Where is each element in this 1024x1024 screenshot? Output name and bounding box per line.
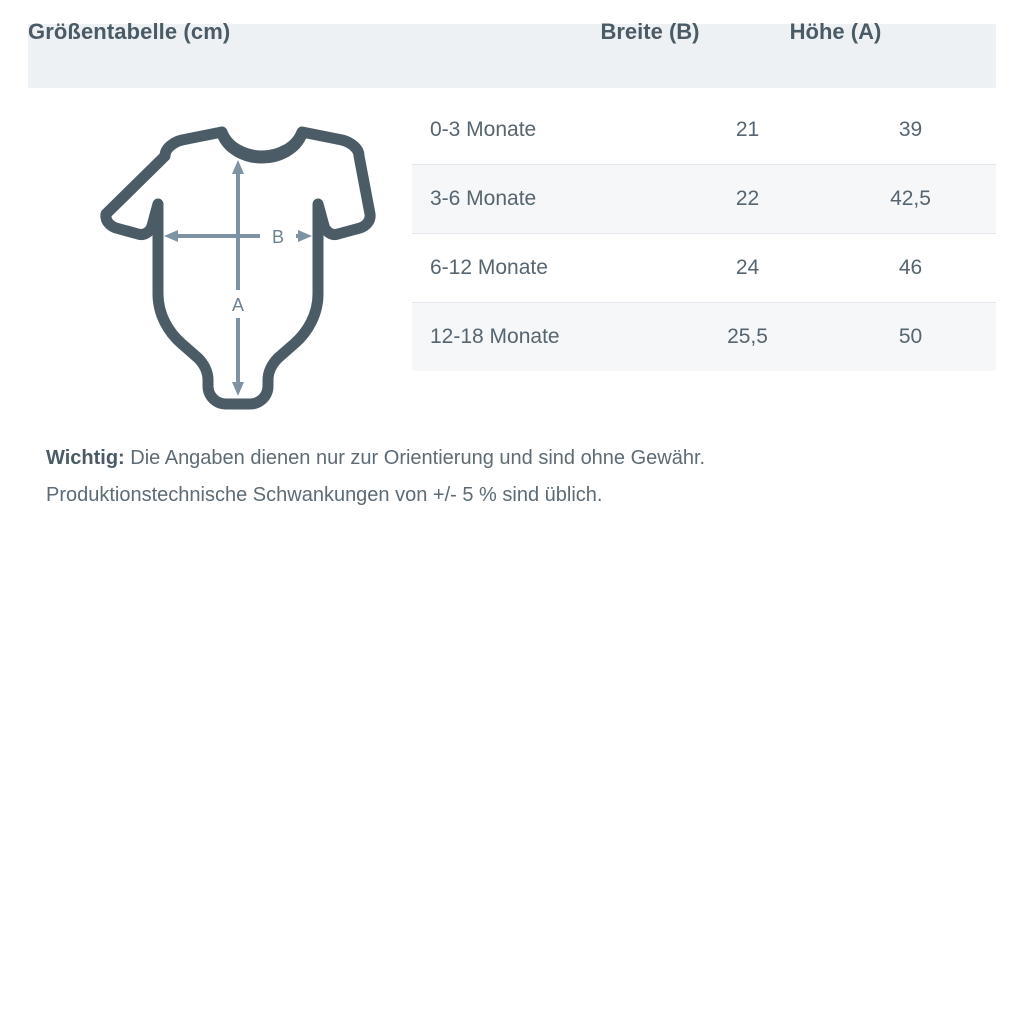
table-row	[412, 234, 996, 303]
height-arrow-top	[232, 160, 244, 174]
bodysuit-illustration	[70, 118, 390, 418]
table-row	[412, 303, 996, 371]
bodysuit-neckline	[222, 134, 302, 158]
footnote	[46, 440, 976, 514]
cell-size: 0-3 Monate	[430, 118, 537, 141]
cell-width: 25,5	[727, 325, 768, 348]
height-label: A	[231, 295, 245, 315]
table-row	[412, 96, 996, 165]
cell-width: 22	[735, 187, 760, 210]
column-header-width: Breite (B)	[600, 19, 700, 44]
cell-width: 24	[735, 256, 760, 279]
column-header-height: Höhe (A)	[789, 19, 882, 44]
cell-size: 12-18 Monate	[430, 325, 560, 348]
cell-size: 3-6 Monate	[430, 187, 537, 210]
width-arrow-right	[298, 230, 312, 242]
cell-height: 50	[898, 325, 923, 348]
page-title: Größentabelle (cm)	[28, 19, 231, 44]
cell-width: 21	[735, 118, 760, 141]
table-row	[412, 165, 996, 234]
width-label: B	[271, 227, 285, 247]
footnote-line-1: Die Angaben dienen nur zur Orientierung und sind ohne Gewähr.	[124, 447, 706, 469]
width-arrow-left	[164, 230, 178, 242]
cell-height: 39	[898, 118, 923, 141]
cell-height: 42,5	[890, 187, 931, 210]
cell-height: 46	[898, 256, 923, 279]
footnote-label: Wichtig:	[46, 447, 125, 469]
cell-size: 6-12 Monate	[430, 256, 548, 279]
height-arrow-bottom	[232, 382, 244, 396]
size-table	[412, 96, 996, 371]
footnote-line-2: Produktionstechnische Schwankungen von +/- 5 % sind üblich.	[46, 484, 603, 506]
